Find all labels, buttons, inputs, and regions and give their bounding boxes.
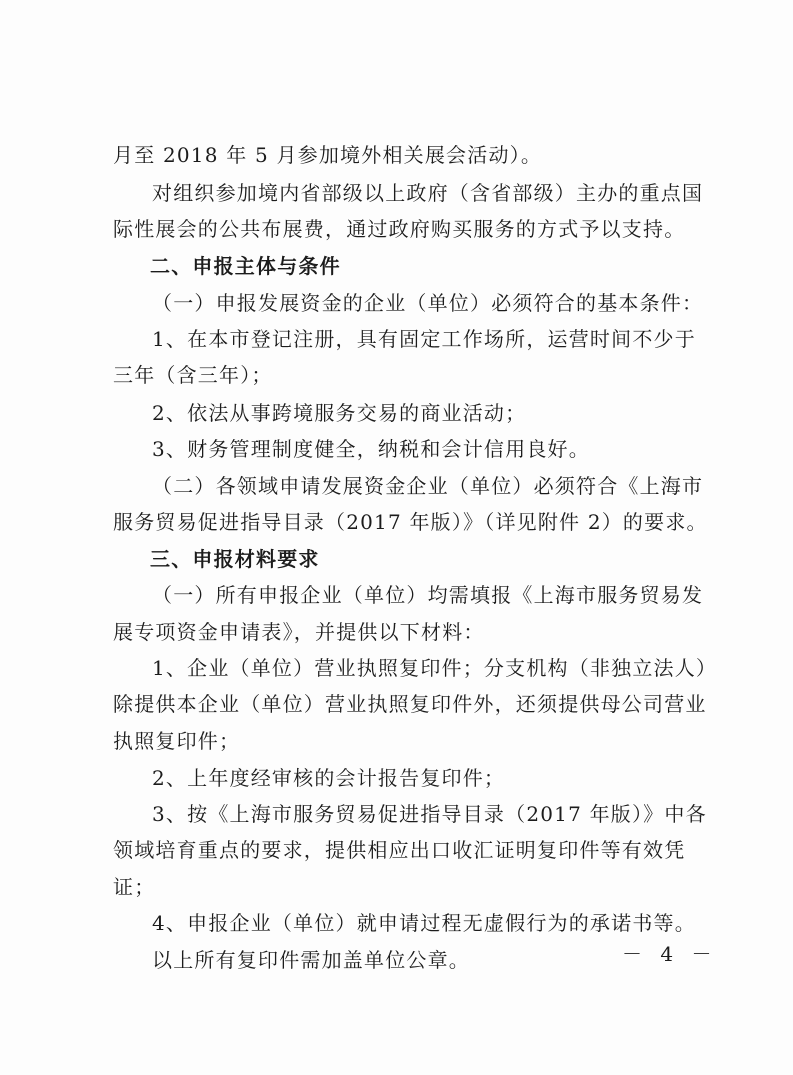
body-text-line: 除提供本企业（单位）营业执照复印件外，还须提供母公司营业: [113, 692, 707, 716]
section-heading: 二、申报主体与条件: [150, 254, 341, 278]
list-item-line: 3、财务管理制度健全，纳税和会计信用良好。: [152, 437, 590, 461]
body-text-line: 服务贸易促进指导目录（2017 年版）》（详见附件 2）的要求。: [113, 510, 708, 534]
list-item-line: 3、按《上海市服务贸易促进指导目录（2017 年版）》中各: [152, 802, 707, 826]
body-text-line: 月至 2018 年 5 月参加境外相关展会活动）。: [113, 143, 543, 167]
list-item-line: 2、上年度经审核的会计报告复印件；: [152, 766, 506, 790]
page-number: － 4 －: [622, 942, 718, 966]
body-text-line: 领域培育重点的要求，提供相应出口收汇证明复印件等有效凭: [113, 838, 686, 862]
section-heading: 三、申报材料要求: [150, 547, 320, 571]
list-item-line: 1、企业（单位）营业执照复印件；分支机构（非独立法人）: [152, 656, 718, 680]
subsection-heading: （二）各领域申请发展资金企业（单位）必须符合《上海市: [152, 474, 704, 498]
body-text-line: 执照复印件；: [113, 729, 241, 753]
body-text-line: 际性展会的公共布展费，通过政府购买服务的方式予以支持。: [113, 217, 686, 241]
list-item-line: 1、在本市登记注册，具有固定工作场所，运营时间不少于: [152, 327, 696, 351]
body-text-line: 证；: [113, 875, 156, 899]
body-text-line: 三年（含三年）；: [113, 363, 273, 387]
subsection-heading: （一）申报发展资金的企业（单位）必须符合的基本条件：: [152, 291, 704, 315]
subsection-heading: （一）所有申报企业（单位）均需填报《上海市服务贸易发: [152, 583, 704, 607]
body-text-line: 展专项资金申请表》，并提供以下材料：: [113, 620, 485, 644]
closing-note-line: 以上所有复印件需加盖单位公章。: [152, 948, 470, 972]
list-item-line: 4、申报企业（单位）就申请过程无虚假行为的承诺书等。: [152, 911, 696, 935]
list-item-line: 2、依法从事跨境服务交易的商业活动；: [152, 401, 527, 425]
paragraph-start-line: 对组织参加境内省部级以上政府（含省部级）主办的重点国: [152, 181, 704, 205]
